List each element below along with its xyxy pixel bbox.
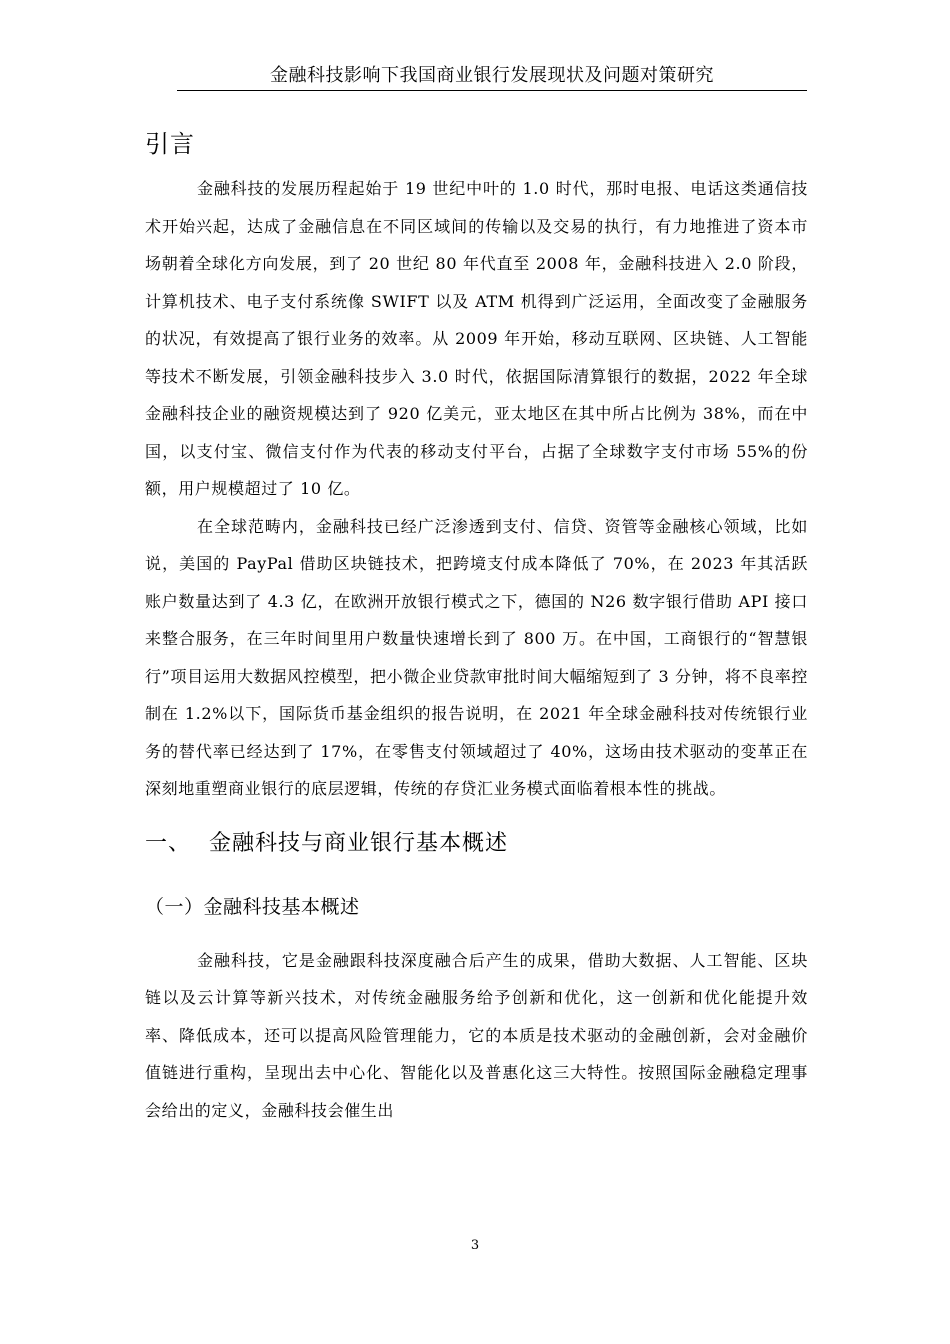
section-1-title: 金融科技与商业银行基本概述 [209,830,509,856]
subsection-1-1-paragraph: 金融科技，它是金融跟科技深度融合后产生的成果，借助大数据、人工智能、区块链以及云计算等新兴技术，对传统金融服务给予创新和优化，这一创新和优化能提升效率、降低成本，还可以提高风险管理能力，它的本质是技术驱动的金融创新，会对金融价值链进行重构，呈现出去中心化、智能化以及普惠化这三大特性。按照国际金融稳定理事会给出的定义，金融科技会催生出 [145,950,808,1120]
running-header-title: 金融科技影响下我国商业银行发展现状及问题对策研究 [270,65,714,86]
section-1-number: 一、 [145,830,192,856]
intro-paragraph-1: 金融科技的发展历程起始于 19 世纪中叶的 1.0 时代，那时电报、电话这类通信技术开始兴起，达成了金融信息在不同区域间的传输以及交易的执行，有力地推进了资本市场朝着全球化方向发展，到了 20 世纪 80 年代直至 2008 年，金融科技进入 2.0 阶段，计算机技术、电子支付系统像 SWIFT 以及 ATM 机得到广泛运用，全面改变了金融服务的状况，有效提高了银行业务的效率。从 2009 年开始，移动互联网、区块链、人工智能等技术不断发展，引领金融科技步入 3.0 时代，依据国际清算银行的数据，2022 年全球金融科技企业的融资规模达到了 920 亿美元，亚太地区在其中所占比例为 38%，而在中国，以支付宝、微信支付作为代表的移动支付平台，占据了全球数字支付市场 55%的份额，用户规模超过了 10 亿。 [145,179,808,498]
subsection-1-1-heading: （一）金融科技基本概述 [145,895,360,918]
page-number: 3 [470,1238,480,1253]
page-body [145,125,808,1129]
section-1-heading [145,826,808,862]
running-header [177,64,807,91]
intro-paragraph-2: 在全球范畴内，金融科技已经广泛渗透到支付、信贷、资管等金融核心领域，比如说，美国的 PayPal 借助区块链技术，把跨境支付成本降低了 70%，在 2023 年其活跃账户数量达到了 4.3 亿，在欧洲开放银行模式之下，德国的 N26 数字银行借助 API 接口来整合服务，在三年时间里用户数量快速增长到了 800 万。在中国，工商银行的“智慧银行”项目运用大数据风控模型，把小微企业贷款审批时间大幅缩短到了 3 分钟，将不良率控制在 1.2%以下，国际货币基金组织的报告说明，在 2021 年全球金融科技对传统银行业务的替代率已经达到了 17%，在零售支付领域超过了 40%，这场由技术驱动的变革正在深刻地重塑商业银行的底层逻辑，传统的存贷汇业务模式面临着根本性的挑战。 [145,516,808,798]
intro-heading: 引言 [145,130,195,158]
